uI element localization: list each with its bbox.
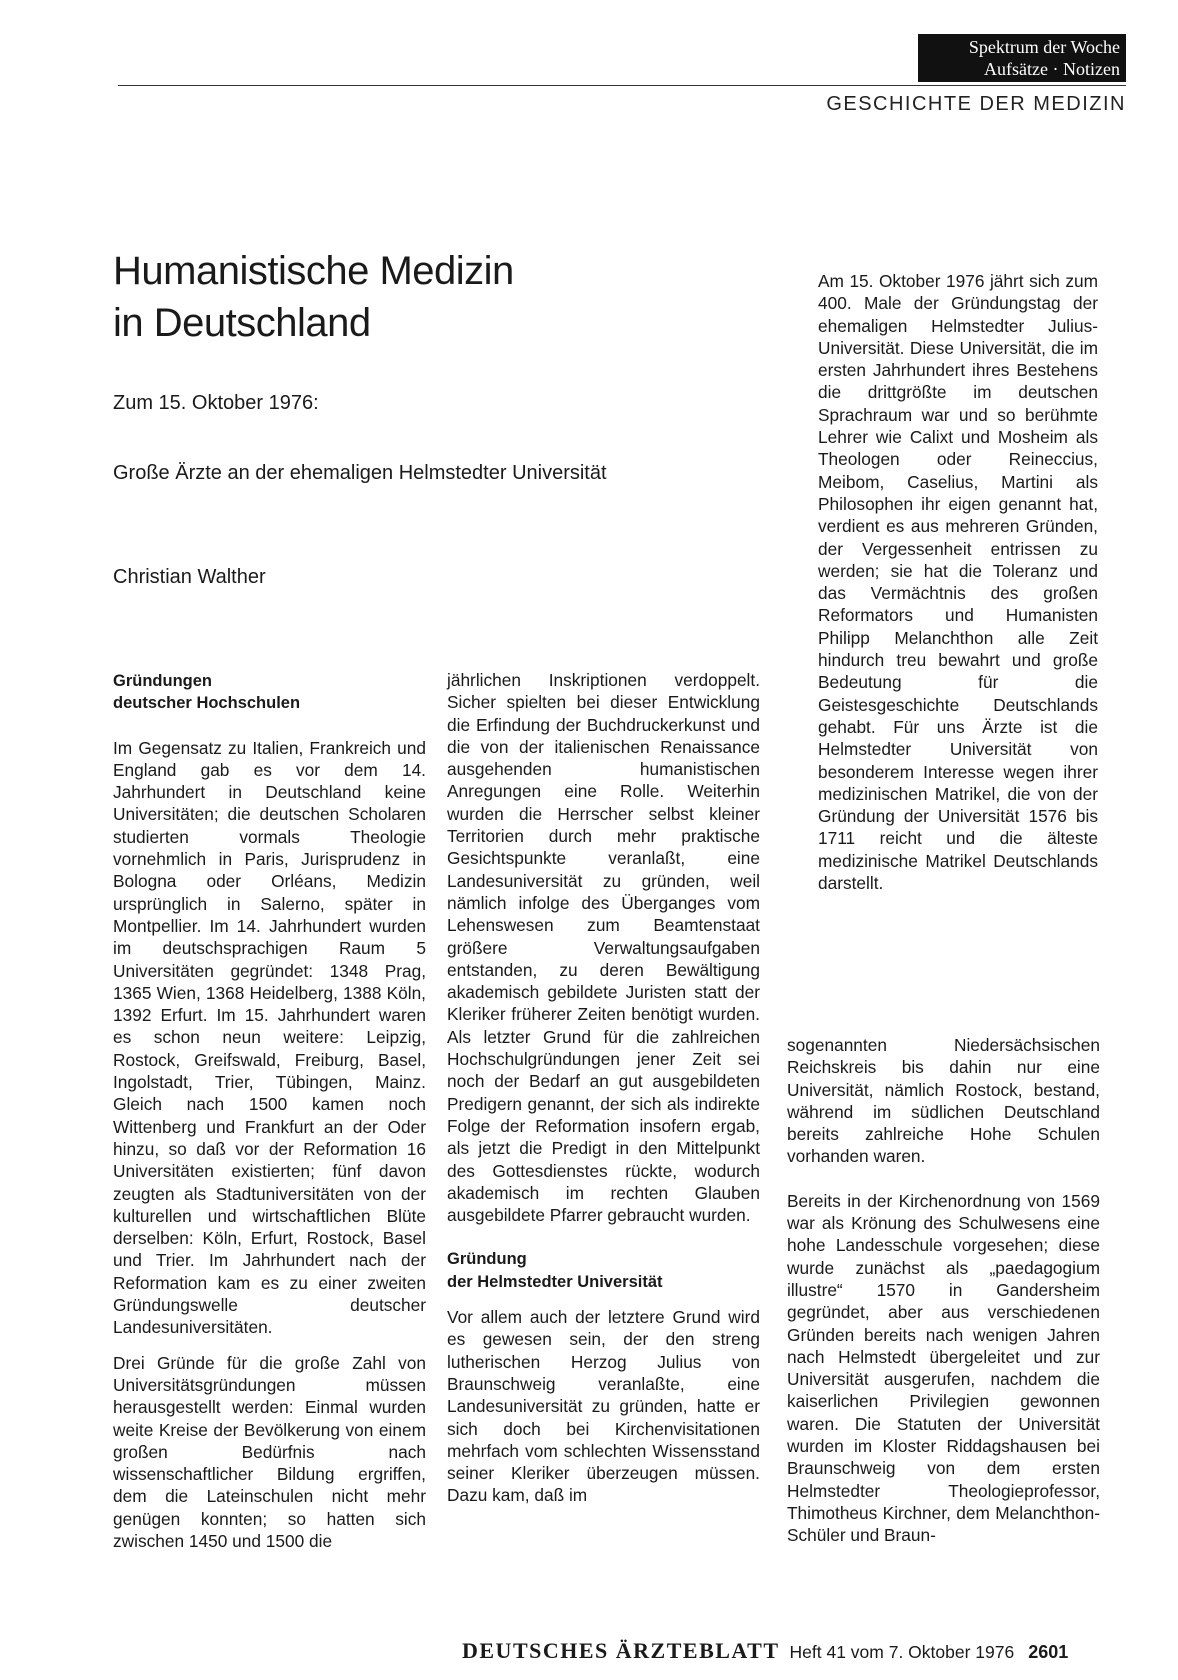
heading-line-2: deutscher Hochschulen: [113, 694, 301, 713]
article-subtitle: Große Ärzte an der ehemaligen Helmstedter Universität: [113, 462, 607, 484]
journal-name: DEUTSCHES ÄRZTEBLATT: [462, 1638, 780, 1663]
section-title: GESCHICHTE DER MEDIZIN: [826, 93, 1126, 115]
page-number: 2601: [1028, 1642, 1069, 1662]
column-2: [447, 669, 760, 1507]
header-rule: [118, 85, 1126, 86]
section-heading-foundations: [113, 670, 426, 715]
section-heading-helmstedt: [447, 1248, 760, 1293]
section-badge: [918, 34, 1126, 82]
paragraph: Im Gegensatz zu Italien, Frankreich und England gab es vor dem 14. Jahrhundert in Deutschland keine Universitäten; die deutschen Scholaren studierten vormals Theologie vornehmlich in Paris, Jurisprudenz in Bologna oder Orléans, Medizin ursprünglich in Salerno, später in Montpellier. Im 14. Jahrhundert wurden im deutschsprachigen Raum 5 Universitäten gegründet: 1348 Prag, 1365 Wien, 1368 Heidelberg, 1388 Köln, 1392 Erfurt. Im 15. Jahrhundert waren es schon neun weitere: Leipzig, Rostock, Greifswald, Freiburg, Basel, Ingolstadt, Trier, Tübingen, Mainz. Gleich nach 1500 kamen noch Wittenberg und Frankfurt an der Oder hinzu, so daß vor der Reformation 16 Universitäten existierten; fünf davon zeugten als Stadtuniversitäten von der kulturellen und wirtschaftlichen Blüte derselben: Köln, Erfurt, Rostock, Basel und Trier. Im Jahrhundert nach der Reformation kam es zu einer zweiten Gründungswelle deutscher Landesuniversitäten.: [113, 737, 426, 1338]
paragraph: jährlichen Inskriptionen verdoppelt. Sicher spielten bei dieser Entwicklung die Erfindung der Buchdruckerkunst und die von der italienischen Renaissance ausgehenden humanistischen Anregungen eine Rolle. Weiterhin wurden die Herrscher selbst kleiner Territorien durch mehr praktische Gesichtspunkte veranlaßt, eine Landesuniversität zu gründen, weil nämlich infolge des Überganges vom Lehenswesen zum Beamtenstaat größere Verwaltungsaufgaben entstanden, zu deren Bewältigung akademisch gebildete Juristen statt der Kleriker früherer Zeiten benötigt wurden. Als letzter Grund für die zahlreichen Hochschulgründungen jener Zeit sei noch der Bedarf an gut ausgebildeten Predigern genannt, der sich als indirekte Folge der Reformation insofern ergab, als jetzt die Predigt in den Mittelpunkt des Gottesdienstes rückte, wodurch akademisch im rechten Glauben ausgebildete Pfarrer gebraucht wurden.: [447, 670, 760, 1226]
heading-line-1: Gründung: [447, 1250, 527, 1269]
badge-line-2: Aufsätze · Notizen: [984, 59, 1120, 79]
paragraph: Vor allem auch der letztere Grund wird es gewesen sein, der den streng lutherischen Herzog Julius von Braunschweig veranlaßte, eine Landesuniversität zu gründen, hatte er sich doch bei Kirchenvisitationen mehrfach vom schlechten Wissensstand seiner Kleriker überzeugen müssen. Dazu kam, daß im: [447, 1307, 760, 1506]
article-author: Christian Walther: [113, 566, 266, 588]
page-footer: [462, 1638, 1068, 1664]
title-line-2: in Deutschland: [113, 301, 371, 345]
intro-column: [818, 270, 1098, 894]
column-3: [787, 1034, 1100, 1547]
article-dateline: Zum 15. Oktober 1976:: [113, 392, 319, 414]
paragraph: sogenannten Niedersächsischen Reichskreis bis dahin nur eine Universität, nämlich Rostock, bestand, während im südlichen Deutschland bereits zahlreiche Hohe Schulen vorhanden waren.: [787, 1035, 1100, 1167]
column-1: [113, 670, 426, 1552]
heading-line-1: Gründungen: [113, 672, 212, 690]
title-line-1: Humanistische Medizin: [113, 249, 514, 293]
heading-line-2: der Helmstedter Universität: [447, 1272, 663, 1291]
badge-line-1: Spektrum der Woche: [968, 37, 1120, 57]
paragraph: Bereits in der Kirchenordnung von 1569 war als Krönung des Schulwesens eine hohe Landesschule vorgesehen; diese wurde zunächst als „paedagogium illustre“ 1570 in Gandersheim gegründet, aber aus verschiedenen Gründen bereits nach wenigen Jahren nach Helmstedt übergeleitet und zur Universität ausgerufen, nachdem die kaiserlichen Privilegien gewonnen waren. Die Statuten der Universität wurden im Kloster Riddagshausen bei Braunschweig von dem ersten Helmstedter Theologieprofessor, Thimotheus Kirchner, dem Melanchthon-Schüler und Braun-: [787, 1190, 1100, 1546]
intro-paragraph: Am 15. Oktober 1976 jährt sich zum 400. Male der Gründungstag der ehemaligen Helmstedter Julius-Universität. Diese Universität, die im ersten Jahrhundert ihres Bestehens die drittgrößte im deutschen Sprachraum war und so berühmte Lehrer wie Calixt und Mosheim als Theologen oder Reineccius, Meibom, Caselius, Martini als Philosophen ihr eigen genannt hat, verdient es aus mehreren Gründen, der Vergessenheit entrissen zu werden; sie hat die Toleranz und das Vermächtnis des großen Reformators und Humanisten Philipp Melanchthon alle Zeit hindurch treu bewahrt und große Bedeutung für die Geistesgeschichte Deutschlands gehabt. Für uns Ärzte ist die Helmstedter Universität von besonderem Interesse wegen ihrer medizinischen Matrikel, die von der Gründung der Universität 1576 bis 1711 reicht und die älteste medizinische Matrikel Deutschlands darstellt.: [818, 271, 1098, 894]
paragraph: Drei Gründe für die große Zahl von Universitätsgründungen müssen herausgestellt werden: Einmal wurden weite Kreise der Bevölkerung von einem großen Bedürfnis nach wissenschaftlicher Bildung ergriffen, dem die Lateinschulen nicht mehr genügen konnten; so hatten sich zwischen 1450 und 1500 die: [113, 1352, 426, 1551]
issue-info: Heft 41 vom 7. Oktober 1976: [789, 1642, 1015, 1662]
article-title: [113, 245, 514, 349]
